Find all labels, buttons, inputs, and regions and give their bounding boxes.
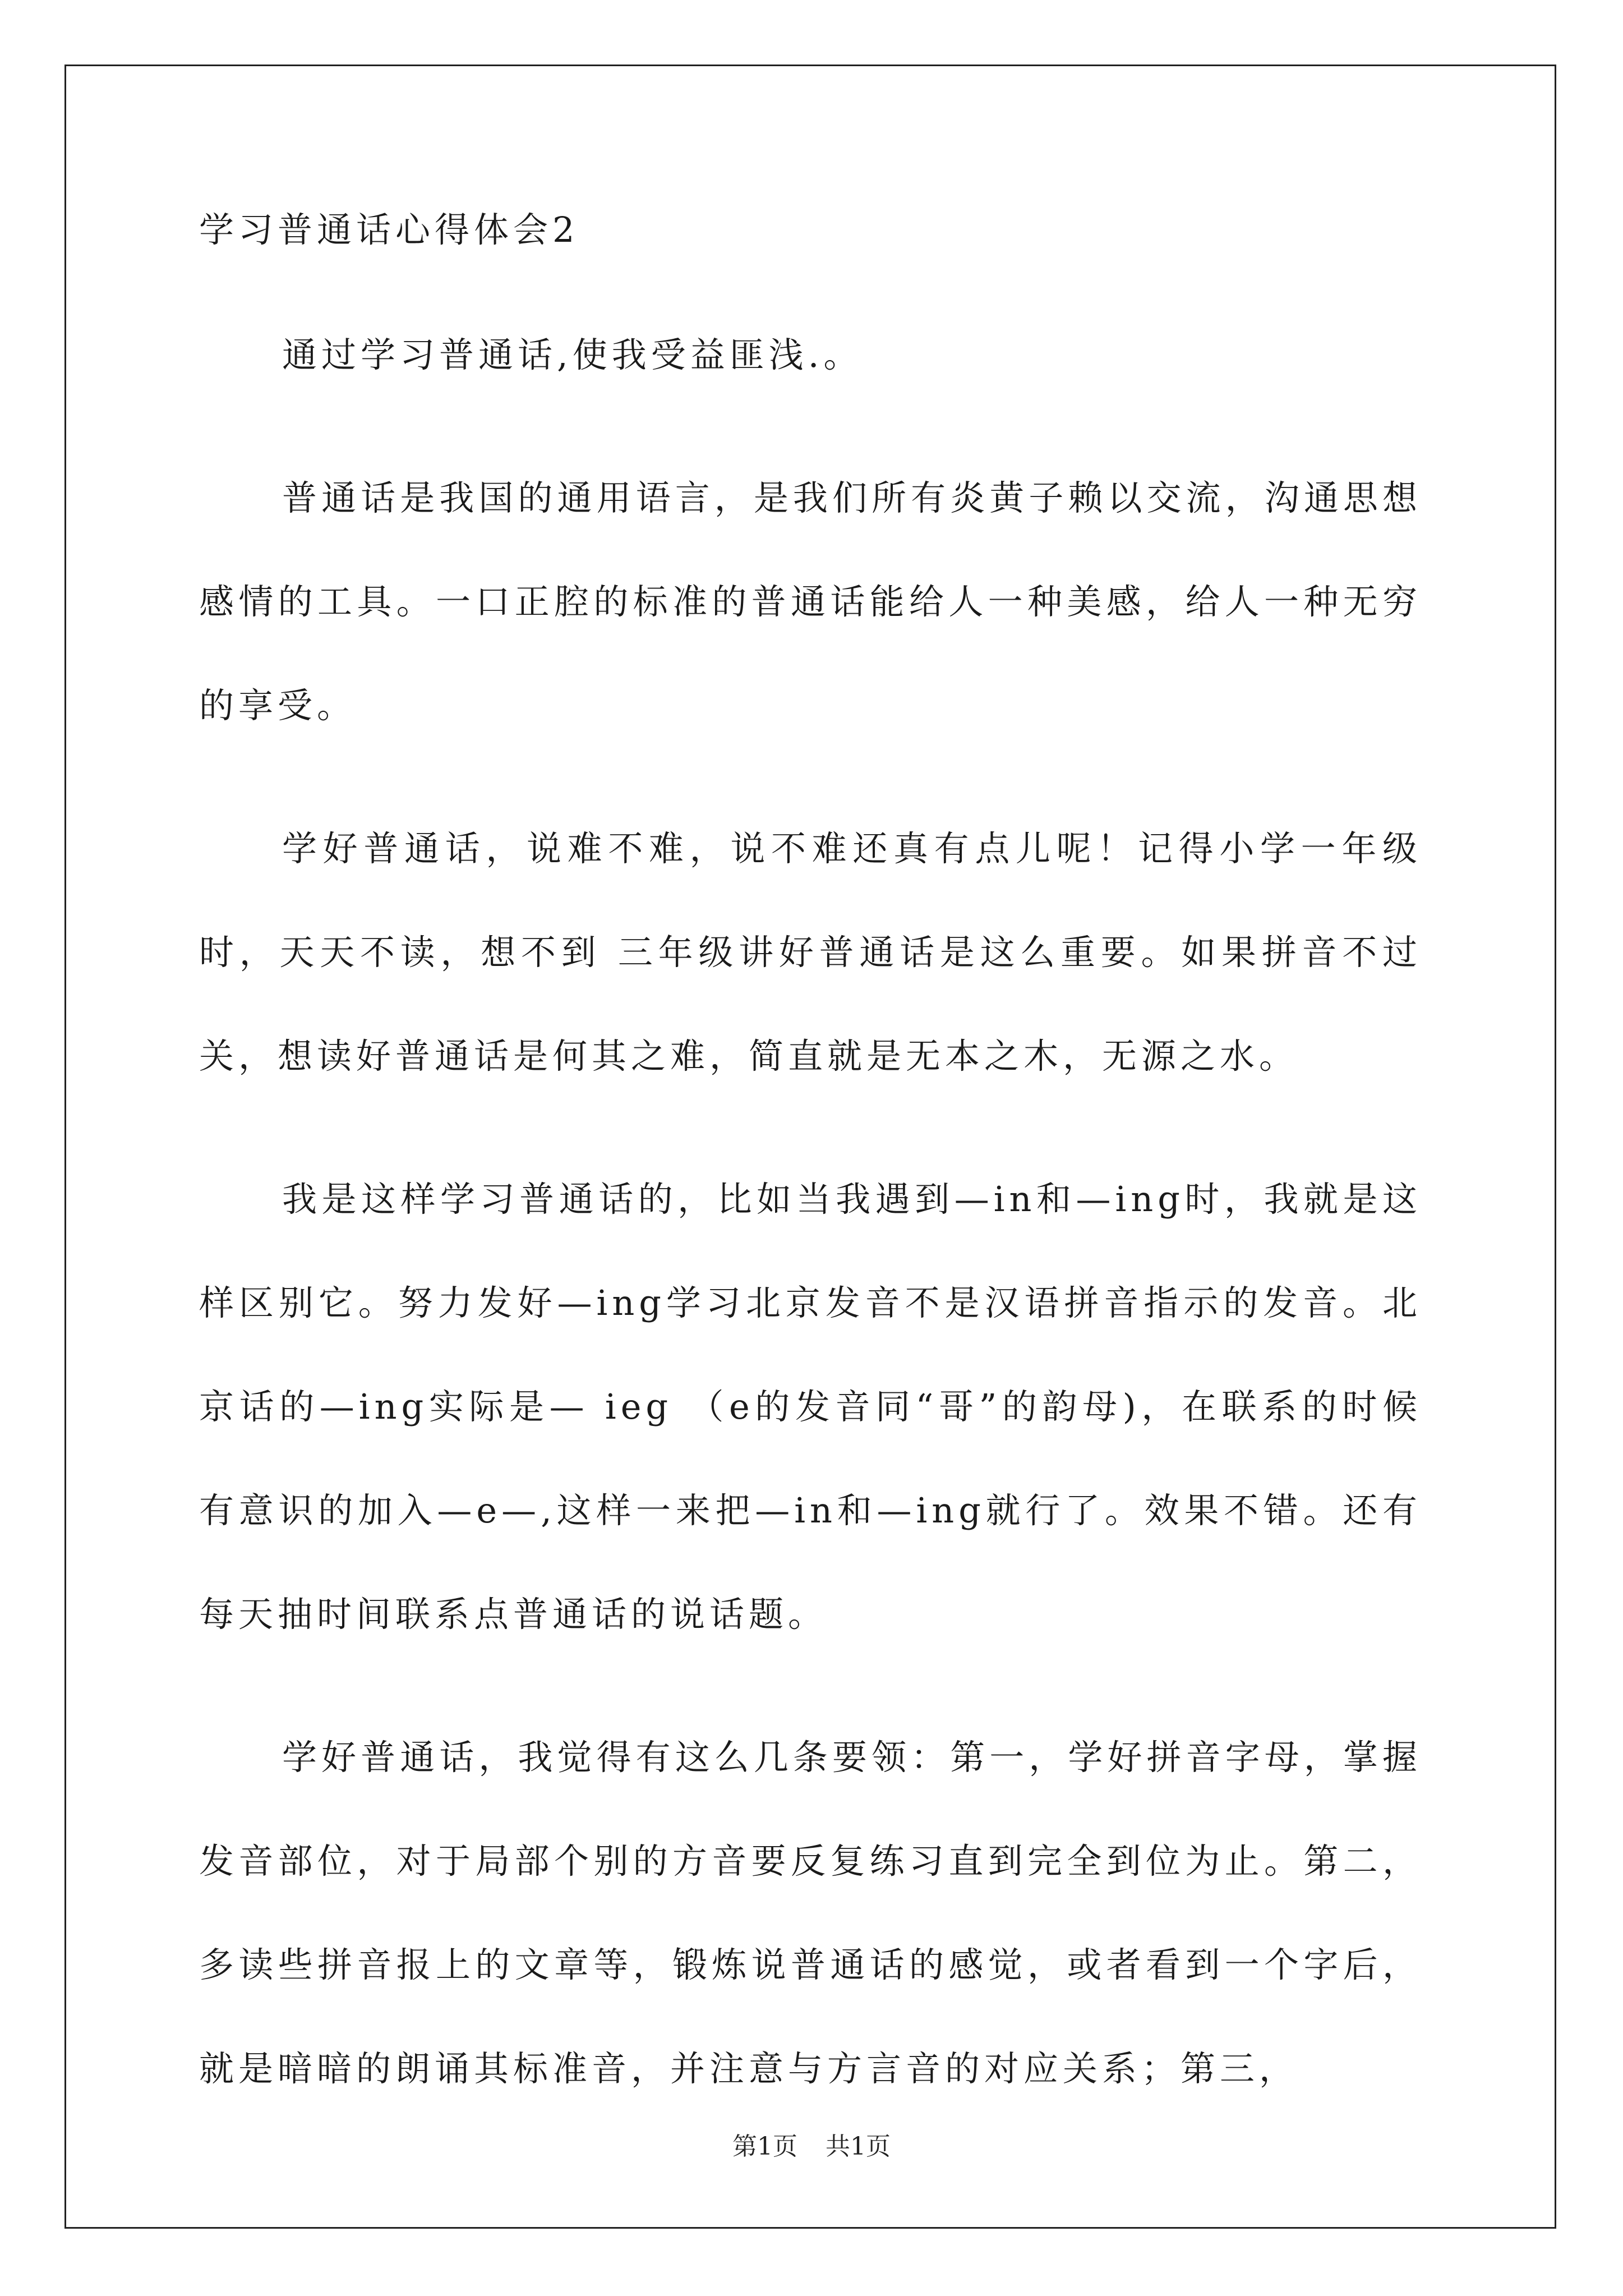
paragraph-1: 通过学习普通话,使我受益匪浅.。 <box>282 334 863 375</box>
page-number: 第1页 <box>732 2132 797 2161</box>
document-body <box>199 199 1422 2160</box>
paragraph-4: 我是这样学习普通话的，比如当我遇到—in和—ing时，我就是这样区别它。努力发好—ing学习北京发音不是汉语拼音指示的发音。北京话的—ing实际是— ieg （e的发音同“哥”的韵母)，在联系的时候有意识的加入—e—,这样一来把—in和—ing就行了。效果不错。还有每天抽时间联系点普通话的说话题。 <box>199 1179 1422 1635</box>
paragraph-2: 普通话是我国的通用语言，是我们所有炎黄子赖以交流，沟通思想感情的工具。一口正腔的标准的普通话能给人一种美感，给人一种无穷的享受。 <box>199 477 1422 726</box>
paragraph-3: 学好普通话，说难不难，说不难还真有点儿呢！记得小学一年级时，天天不读，想不到 三年级讲好普通话是这么重要。如果拼音不过关，想读好普通话是何其之难，简直就是无本之木，无源之水。 <box>199 828 1422 1076</box>
page-total: 共1页 <box>826 2132 891 2161</box>
page-footer <box>0 2126 1623 2162</box>
paragraph-5: 学好普通话，我觉得有这么几条要领：第一，学好拼音字母，掌握发音部位，对于局部个别的方音要反复练习直到完全到位为止。第二，多读些拼音报上的文章等，锻炼说普通话的感觉，或者看到一个字后，就是暗暗的朗诵其标准音，并注意与方言音的对应关系；第三， <box>199 1737 1422 2089</box>
document-title: 学习普通话心得体会2 <box>199 209 579 250</box>
